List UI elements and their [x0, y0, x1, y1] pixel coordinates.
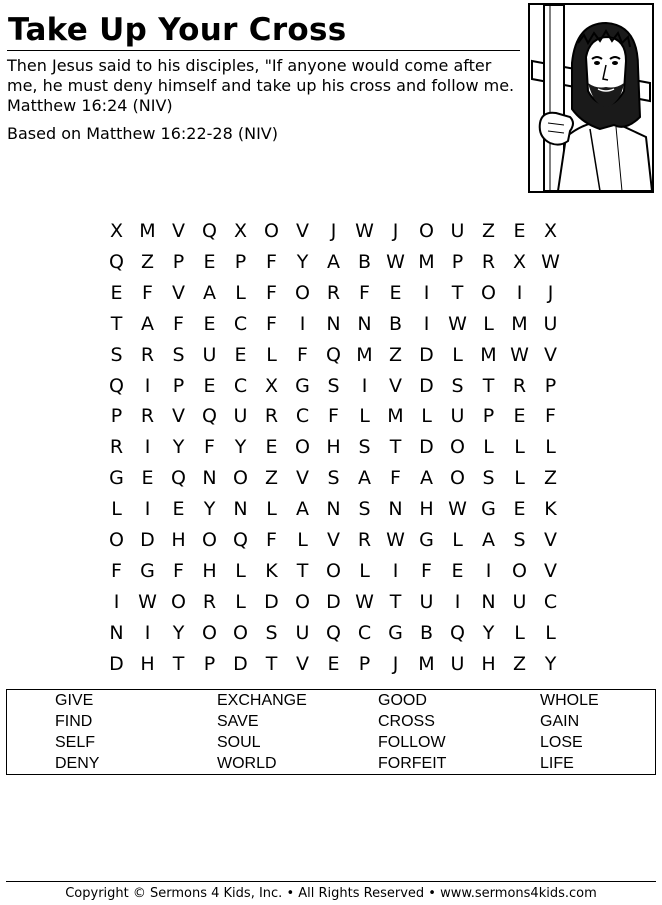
grid-letter: E [203, 312, 216, 335]
grid-letter: N [202, 467, 217, 490]
grid-letter: V [327, 529, 340, 551]
grid-letter: S [327, 374, 340, 397]
scripture-reference: Based on Matthew 16:22-28 (NIV) [7, 124, 278, 143]
grid-letter: W [355, 590, 374, 613]
grid-letter: C [233, 312, 248, 335]
grid-letter: E [110, 281, 123, 304]
grid-letter: T [296, 559, 309, 582]
grid-letter: I [113, 590, 120, 613]
grid-letter: I [144, 436, 151, 459]
grid-letter: M [418, 652, 435, 675]
grid-letter: N [388, 498, 403, 521]
grid-letter: O [233, 621, 248, 644]
grid-letter: L [297, 529, 308, 551]
grid-letter: U [543, 312, 558, 335]
grid-letter: E [203, 250, 216, 273]
grid-letter: E [513, 220, 526, 242]
scripture-verse: Then Jesus said to his disciples, "If anyone would come after me, he must deny himself and take up his cross and follow me. Matthew 16:24 (NIV) [7, 56, 515, 115]
grid-letter: X [543, 220, 558, 242]
grid-letter: D [419, 374, 434, 397]
grid-letter: F [545, 405, 556, 428]
grid-letter: I [454, 590, 461, 613]
word-bank-item: LIFE [540, 755, 574, 772]
grid-letter: R [140, 343, 155, 366]
grid-letter: G [109, 467, 124, 490]
grid-letter: O [109, 529, 124, 551]
grid-letter: I [423, 312, 430, 335]
grid-letter: X [109, 220, 124, 242]
word-bank-item: CROSS [378, 713, 435, 730]
page-title: Take Up Your Cross [8, 12, 347, 48]
grid-letter: F [266, 312, 277, 335]
grid-letter: I [361, 374, 368, 397]
grid-letter: F [266, 529, 277, 551]
grid-letter: D [419, 436, 434, 459]
grid-letter: P [482, 405, 495, 428]
grid-letter: M [139, 220, 156, 242]
grid-letter: H [171, 529, 186, 551]
grid-letter: V [172, 220, 185, 242]
grid-letter: G [481, 498, 496, 521]
grid-letter: L [235, 281, 246, 304]
grid-letter: D [419, 343, 434, 366]
grid-letter: H [481, 652, 496, 675]
grid-letter: Z [481, 220, 496, 242]
grid-letter: Q [450, 621, 465, 644]
grid-letter: L [545, 436, 556, 459]
footer-copyright: Copyright © Sermons 4 Kids, Inc. • All Rights Reserved • www.sermons4kids.com [65, 886, 597, 901]
grid-letter: O [295, 281, 310, 304]
footer-divider [6, 881, 656, 882]
grid-letter: D [326, 590, 341, 613]
grid-letter: J [392, 220, 399, 242]
grid-letter: I [144, 374, 151, 397]
grid-letter: G [388, 621, 403, 644]
grid-letter: U [233, 405, 248, 428]
grid-letter: T [451, 281, 464, 304]
grid-letter: L [452, 343, 463, 366]
grid-letter: T [172, 652, 185, 675]
grid-letter: L [545, 621, 556, 644]
grid-letter: F [266, 281, 277, 304]
grid-letter: C [295, 405, 310, 428]
grid-letter: Q [109, 250, 124, 273]
grid-letter: L [235, 559, 246, 582]
grid-letter: A [327, 250, 340, 273]
grid-letter: Q [326, 621, 341, 644]
grid-letter: D [264, 590, 279, 613]
grid-letter: U [450, 220, 465, 242]
grid-letter: C [233, 374, 248, 397]
grid-letter: U [419, 590, 434, 613]
grid-letter: C [543, 590, 558, 613]
grid-letter: B [357, 250, 372, 273]
grid-letter: F [328, 405, 339, 428]
grid-letter: T [389, 436, 402, 459]
grid-letter: R [481, 250, 496, 273]
word-bank-item: SAVE [217, 713, 259, 730]
grid-letter: I [516, 281, 523, 304]
grid-letter: Y [172, 436, 185, 459]
grid-letter: F [266, 250, 277, 273]
grid-letter: W [355, 220, 374, 242]
grid-letter: P [544, 374, 557, 397]
grid-letter: I [392, 559, 399, 582]
grid-letter: K [265, 559, 278, 582]
grid-letter: O [171, 590, 186, 613]
title-divider [7, 50, 520, 51]
grid-letter: C [357, 621, 372, 644]
grid-letter: M [511, 312, 528, 335]
word-bank-item: FORFEIT [378, 755, 447, 772]
word-bank-item: GOOD [378, 692, 427, 709]
grid-letter: Z [388, 343, 403, 366]
grid-letter: B [388, 312, 403, 335]
grid-letter: P [203, 652, 216, 675]
grid-letter: L [483, 312, 494, 335]
grid-letter: O [295, 436, 310, 459]
grid-letter: L [514, 436, 525, 459]
word-bank-item: FOLLOW [378, 734, 446, 751]
grid-letter: L [266, 343, 277, 366]
grid-letter: E [265, 436, 278, 459]
grid-letter: N [326, 498, 341, 521]
grid-letter: W [448, 312, 467, 335]
grid-letter: L [452, 529, 463, 551]
word-bank-item: SELF [55, 734, 96, 751]
grid-letter: Q [233, 529, 248, 551]
grid-letter: V [389, 374, 402, 397]
grid-letter: A [420, 467, 433, 490]
grid-letter: T [482, 374, 495, 397]
grid-letter: P [110, 405, 123, 428]
grid-letter: O [295, 590, 310, 613]
grid-letter: F [297, 343, 308, 366]
jesus-carrying-cross-icon [528, 3, 654, 193]
grid-letter: U [202, 343, 217, 366]
grid-letter: W [138, 590, 157, 613]
grid-letter: L [483, 436, 494, 459]
grid-letter: D [233, 652, 248, 675]
grid-letter: Q [109, 374, 124, 397]
grid-letter: G [419, 529, 434, 551]
grid-letter: O [202, 529, 217, 551]
grid-letter: F [173, 312, 184, 335]
grid-letter: L [514, 467, 525, 490]
grid-letter: E [327, 652, 340, 675]
grid-letter: L [266, 498, 277, 521]
grid-letter: J [330, 220, 337, 242]
grid-letter: F [359, 281, 370, 304]
grid-letter: O [450, 467, 465, 490]
grid-letter: T [110, 312, 123, 335]
grid-letter: E [141, 467, 154, 490]
grid-letter: S [358, 436, 371, 459]
grid-letter: M [418, 250, 435, 273]
grid-letter: S [451, 374, 464, 397]
grid-letter: R [140, 405, 155, 428]
grid-letter: Z [543, 467, 558, 490]
grid-letter: Q [171, 467, 186, 490]
grid-letter: V [296, 467, 309, 490]
grid-letter: R [202, 590, 217, 613]
grid-letter: Z [264, 467, 279, 490]
grid-letter: L [235, 590, 246, 613]
grid-letter: P [172, 374, 185, 397]
grid-letter: V [172, 405, 185, 428]
grid-letter: A [141, 312, 154, 335]
word-bank-item: GAIN [540, 713, 580, 730]
grid-letter: F [173, 559, 184, 582]
grid-letter: N [481, 590, 496, 613]
grid-letter: I [423, 281, 430, 304]
grid-letter: O [326, 559, 341, 582]
grid-letter: L [111, 498, 122, 521]
grid-letter: E [203, 374, 216, 397]
grid-letter: Y [172, 621, 185, 644]
word-bank-item: FIND [55, 713, 93, 730]
grid-letter: W [510, 343, 529, 366]
grid-letter: I [144, 498, 151, 521]
grid-letter: I [485, 559, 492, 582]
grid-letter: S [358, 498, 371, 521]
grid-letter: P [234, 250, 247, 273]
grid-letter: D [140, 529, 155, 551]
grid-letter: R [357, 529, 372, 551]
grid-letter: W [386, 529, 405, 551]
word-bank-item: SOUL [217, 734, 261, 751]
grid-letter: V [296, 220, 309, 242]
grid-letter: R [512, 374, 527, 397]
grid-letter: E [389, 281, 402, 304]
grid-letter: H [140, 652, 155, 675]
grid-letter: H [419, 498, 434, 521]
grid-letter: Q [326, 343, 341, 366]
grid-letter: N [233, 498, 248, 521]
grid-letter: Q [202, 405, 217, 428]
grid-letter: S [482, 467, 495, 490]
grid-letter: Y [296, 250, 309, 273]
grid-letter: O [450, 436, 465, 459]
grid-letter: T [265, 652, 278, 675]
grid-letter: G [295, 374, 310, 397]
grid-letter: F [421, 559, 432, 582]
grid-letter: K [544, 498, 557, 521]
grid-letter: X [264, 374, 279, 397]
grid-letter: R [109, 436, 124, 459]
grid-letter: R [264, 405, 279, 428]
grid-letter: F [111, 559, 122, 582]
grid-letter: Q [202, 220, 217, 242]
grid-letter: N [326, 312, 341, 335]
grid-letter: G [140, 559, 155, 582]
grid-letter: Y [482, 621, 495, 644]
grid-letter: R [326, 281, 341, 304]
grid-letter: S [172, 343, 185, 366]
grid-letter: W [386, 250, 405, 273]
grid-letter: A [482, 529, 495, 551]
grid-letter: F [390, 467, 401, 490]
word-bank-item: EXCHANGE [217, 692, 307, 709]
grid-letter: P [451, 250, 464, 273]
grid-letter: W [448, 498, 467, 521]
grid-letter: L [421, 405, 432, 428]
grid-letter: V [296, 652, 309, 675]
grid-letter: O [202, 621, 217, 644]
grid-letter: O [233, 467, 248, 490]
grid-letter: U [295, 621, 310, 644]
grid-letter: V [544, 529, 557, 551]
grid-letter: E [451, 559, 464, 582]
grid-letter: M [356, 343, 373, 366]
grid-letter: A [296, 498, 309, 521]
grid-letter: S [327, 467, 340, 490]
grid-letter: S [110, 343, 123, 366]
grid-letter: M [387, 405, 404, 428]
word-bank [6, 689, 656, 775]
grid-letter: X [512, 250, 527, 273]
grid-letter: L [359, 405, 370, 428]
grid-letter: O [419, 220, 434, 242]
grid-letter: B [419, 621, 434, 644]
grid-letter: H [326, 436, 341, 459]
word-bank-item: DENY [55, 755, 100, 772]
grid-letter: W [541, 250, 560, 273]
grid-letter: I [144, 621, 151, 644]
grid-letter: E [172, 498, 185, 521]
grid-letter: H [202, 559, 217, 582]
grid-letter: U [512, 590, 527, 613]
grid-letter: D [109, 652, 124, 675]
grid-letter: N [357, 312, 372, 335]
grid-letter: A [358, 467, 371, 490]
grid-letter: V [544, 343, 557, 366]
grid-letter: Y [203, 498, 216, 521]
grid-letter: L [514, 621, 525, 644]
grid-letter: A [203, 281, 216, 304]
grid-letter: P [358, 652, 371, 675]
grid-letter: O [264, 220, 279, 242]
grid-letter: Z [140, 250, 155, 273]
grid-letter: Y [544, 652, 557, 675]
grid-letter: V [172, 281, 185, 304]
grid-letter: X [233, 220, 248, 242]
grid-letter: S [513, 529, 526, 551]
grid-letter: F [142, 281, 153, 304]
grid-letter: E [513, 405, 526, 428]
grid-letter: E [234, 343, 247, 366]
grid-letter: O [512, 559, 527, 582]
word-bank-item: WHOLE [540, 692, 599, 709]
grid-letter: O [481, 281, 496, 304]
word-bank-item: LOSE [540, 734, 583, 751]
grid-letter: J [547, 281, 554, 304]
grid-letter: P [172, 250, 185, 273]
grid-letter: N [109, 621, 124, 644]
grid-letter: M [480, 343, 497, 366]
grid-letter: Z [512, 652, 527, 675]
grid-letter: T [389, 590, 402, 613]
grid-letter: I [299, 312, 306, 335]
grid-letter: U [450, 405, 465, 428]
grid-letter: L [359, 559, 370, 582]
grid-letter: V [544, 559, 557, 582]
grid-letter: E [513, 498, 526, 521]
grid-letter: S [265, 621, 278, 644]
grid-letter: U [450, 652, 465, 675]
word-bank-item: GIVE [55, 692, 94, 709]
grid-letter: J [392, 652, 399, 675]
grid-letter: Y [234, 436, 247, 459]
grid-letter: F [204, 436, 215, 459]
word-bank-item: WORLD [217, 755, 277, 772]
